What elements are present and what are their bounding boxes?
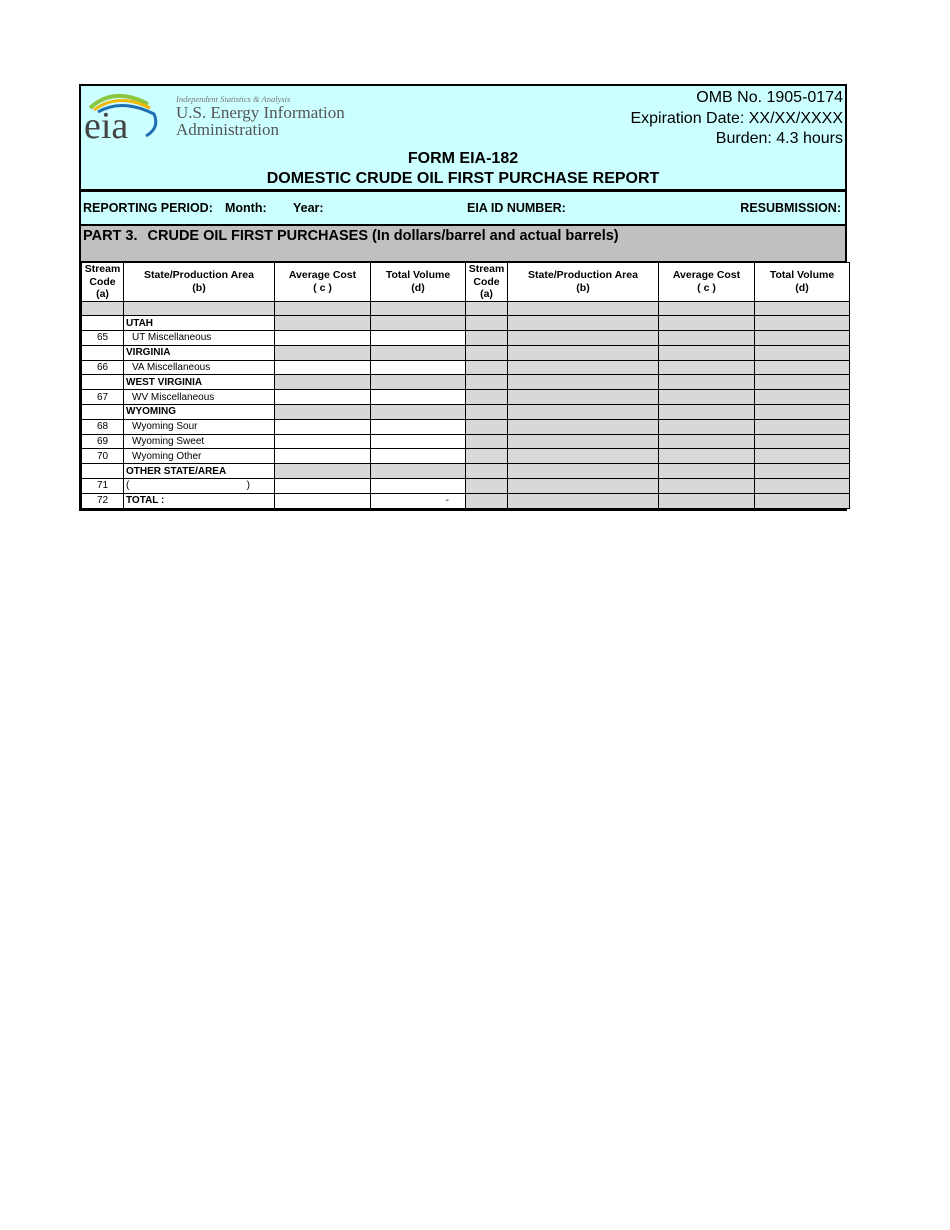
unused-cell [508,331,659,346]
unused-cell [508,493,659,508]
avg-cost-cell [275,405,371,420]
total-volume-cell [371,316,466,331]
unused-cell [755,464,850,479]
avg-cost-cell[interactable] [275,390,371,405]
unused-cell [466,390,508,405]
form-header [81,86,845,190]
unused-cell [466,360,508,375]
area-cell: WEST VIRGINIA [124,375,275,390]
table-row [82,316,850,331]
total-volume-cell[interactable] [371,331,466,346]
area-close: ) [246,480,250,492]
area-cell: TOTAL : [124,493,275,508]
form-title-block [81,149,845,189]
table-row [82,464,850,479]
burden-hours: Burden: 4.3 hours [715,130,843,147]
area-cell: OTHER STATE/AREA [124,464,275,479]
unused-cell [508,434,659,449]
stream-code-cell [82,405,124,420]
omb-info [630,88,843,150]
table-header-row [82,263,850,302]
avg-cost-cell[interactable] [275,419,371,434]
table-row [82,493,850,508]
unused-cell [755,449,850,464]
unused-cell [508,345,659,360]
unused-cell [755,331,850,346]
table-body [82,301,850,508]
table-row [82,405,850,420]
unused-cell [466,301,508,316]
col-area-2: State/Production Area (b) [508,263,659,302]
unused-cell [659,301,755,316]
avg-cost-cell [275,316,371,331]
avg-cost-cell[interactable] [275,449,371,464]
stream-code-cell: 65 [82,331,124,346]
unused-cell [659,316,755,331]
avg-cost-cell[interactable] [275,331,371,346]
unused-cell [466,464,508,479]
form-number: FORM EIA-182 [407,150,519,167]
stream-code-cell [82,375,124,390]
total-volume-cell [371,405,466,420]
unused-cell [508,479,659,494]
area-cell: UTAH [124,316,275,331]
total-volume-cell[interactable] [371,449,466,464]
unused-cell [659,434,755,449]
avg-cost-cell [275,345,371,360]
area-cell: WV Miscellaneous [124,390,275,405]
unused-cell [466,405,508,420]
unused-cell [508,316,659,331]
table-row [82,449,850,464]
month-field[interactable]: Month: [225,201,267,215]
unused-cell [659,493,755,508]
agency-tagline: Independent Statistics & Analysis [176,94,291,104]
total-volume-cell[interactable] [371,479,466,494]
unused-cell [755,301,850,316]
unused-cell [508,419,659,434]
area-cell: Wyoming Sweet [124,434,275,449]
form-eia-182 [79,84,847,511]
reporting-period-label: REPORTING PERIOD: [83,201,213,215]
total-volume-cell: - [371,493,466,508]
unused-cell [755,405,850,420]
unused-cell [508,464,659,479]
unused-cell [755,345,850,360]
unused-cell [659,331,755,346]
eia-id-field[interactable]: EIA ID NUMBER: [467,201,566,215]
total-volume-cell[interactable] [371,434,466,449]
reporting-period-bar [81,190,845,226]
year-field[interactable]: Year: [293,201,324,215]
part-title: CRUDE OIL FIRST PURCHASES (In dollars/barrel and actual barrels) [147,228,619,244]
unused-cell [755,493,850,508]
unused-cell [466,375,508,390]
area-cell: Wyoming Other [124,449,275,464]
stream-code-cell: 69 [82,434,124,449]
unused-cell [466,449,508,464]
logo-text: eia [84,105,129,142]
unused-cell [659,449,755,464]
agency-line-1: U.S. Energy Information [176,103,345,122]
unused-cell [508,390,659,405]
stream-code-cell: 72 [82,493,124,508]
agency-name [176,94,345,138]
unused-cell [508,449,659,464]
unused-cell [508,405,659,420]
table-row [82,434,850,449]
stream-code-cell [82,464,124,479]
avg-cost-cell [275,464,371,479]
unused-cell [466,479,508,494]
table-row [82,331,850,346]
unused-cell [466,434,508,449]
area-cell [124,301,275,316]
unused-cell [659,405,755,420]
avg-cost-cell[interactable] [275,360,371,375]
area-cell: WYOMING [124,405,275,420]
unused-cell [466,493,508,508]
total-volume-cell[interactable] [371,390,466,405]
form-title: DOMESTIC CRUDE OIL FIRST PURCHASE REPORT [266,170,660,187]
table-row [82,345,850,360]
avg-cost-cell[interactable] [275,434,371,449]
unused-cell [508,375,659,390]
unused-cell [755,419,850,434]
avg-cost-cell[interactable] [275,479,371,494]
stream-code-cell: 70 [82,449,124,464]
unused-cell [659,419,755,434]
stream-code-cell [82,345,124,360]
area-open: ( [126,480,130,492]
col-area: State/Production Area (b) [124,263,275,302]
eia-logo [84,88,160,142]
total-volume-cell [371,464,466,479]
area-cell: UT Miscellaneous [124,331,275,346]
stream-code-cell [82,316,124,331]
stream-code-cell: 68 [82,419,124,434]
unused-cell [755,434,850,449]
area-cell: VA Miscellaneous [124,360,275,375]
avg-cost-cell[interactable] [275,493,371,508]
table-row [82,375,850,390]
col-total-volume-2: Total Volume (d) [755,263,850,302]
unused-cell [466,331,508,346]
unused-cell [755,375,850,390]
unused-cell [659,360,755,375]
col-stream-code: Stream Code (a) [82,263,124,302]
unused-cell [755,316,850,331]
unused-cell [466,419,508,434]
avg-cost-cell [275,375,371,390]
resubmission-field[interactable]: RESUBMISSION: [740,201,841,215]
unused-cell [508,301,659,316]
area-cell[interactable] [124,479,275,494]
part-3-heading [81,226,845,262]
unused-cell [659,345,755,360]
unused-cell [659,479,755,494]
unused-cell [466,345,508,360]
expiration-date: Expiration Date: XX/XX/XXXX [630,109,843,127]
unused-cell [755,479,850,494]
unused-cell [659,375,755,390]
total-volume-cell [371,345,466,360]
unused-cell [659,464,755,479]
stream-code-cell [82,301,124,316]
table-row [82,360,850,375]
agency-line-2: Administration [176,120,279,139]
unused-cell [466,316,508,331]
unused-cell [659,390,755,405]
total-volume-cell[interactable] [371,360,466,375]
total-volume-cell [371,301,466,316]
avg-cost-cell [275,301,371,316]
area-cell: VIRGINIA [124,345,275,360]
total-volume-cell [371,375,466,390]
col-stream-code-2: Stream Code (a) [466,263,508,302]
purchases-table [81,262,850,509]
stream-code-cell: 67 [82,390,124,405]
total-volume-cell[interactable] [371,419,466,434]
unused-cell [755,390,850,405]
stream-code-cell: 66 [82,360,124,375]
omb-number: OMB No. 1905-0174 [696,89,843,106]
table-row [82,301,850,316]
table-row [82,479,850,494]
stream-code-cell: 71 [82,479,124,494]
table-row [82,419,850,434]
unused-cell [508,360,659,375]
area-cell: Wyoming Sour [124,419,275,434]
col-avg-cost-2: Average Cost ( c ) [659,263,755,302]
table-row [82,390,850,405]
part-label: PART 3. [83,228,138,244]
col-total-volume: Total Volume (d) [371,263,466,302]
unused-cell [755,360,850,375]
col-avg-cost: Average Cost ( c ) [275,263,371,302]
